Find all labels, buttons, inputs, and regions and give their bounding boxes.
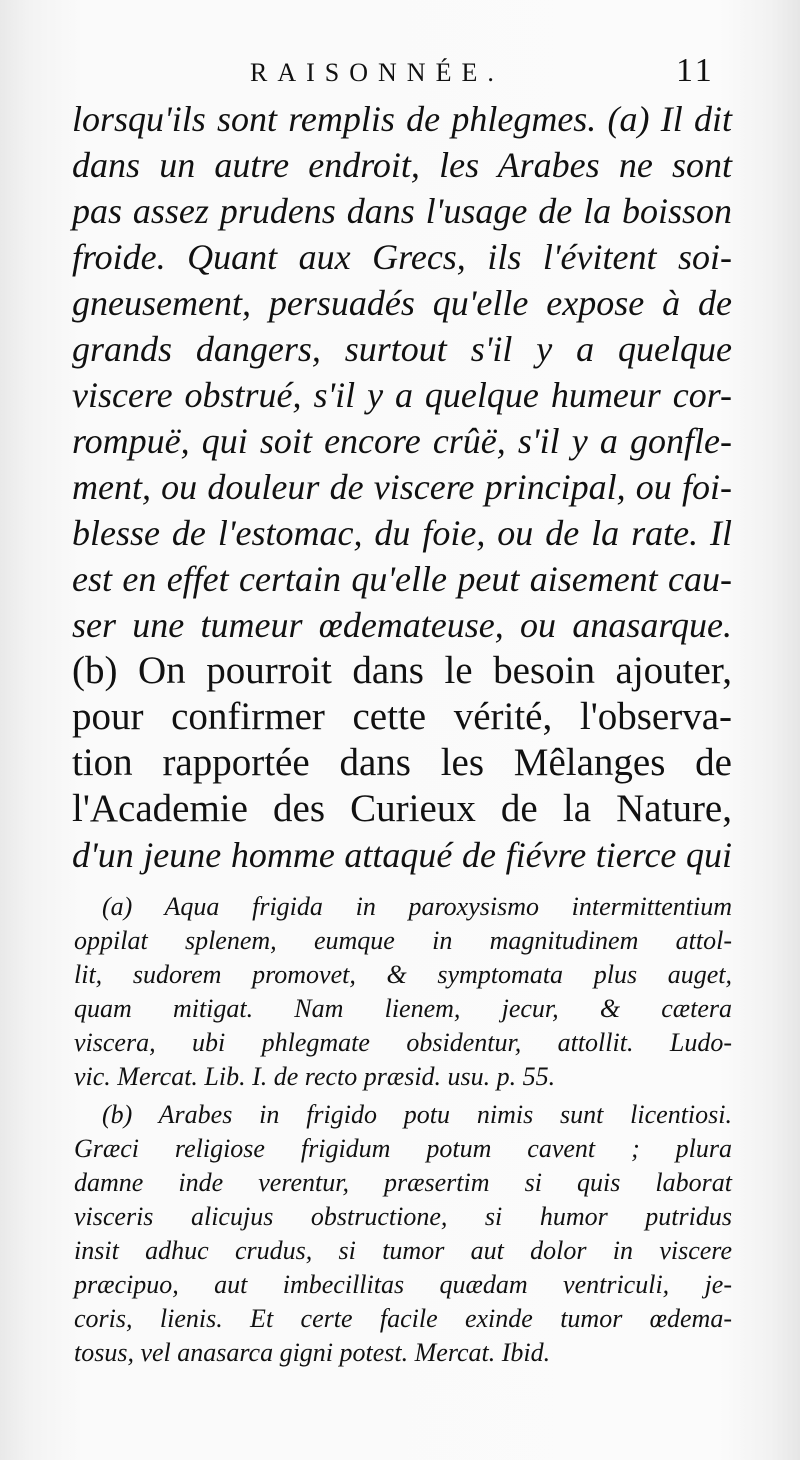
footnote-line: (a) Aqua frigida in paroxysismo intermittentium bbox=[102, 892, 732, 921]
footnote-line: vic. Mercat. Lib. I. de recto præsid. usu. p. 55. bbox=[74, 1062, 556, 1091]
main-text bbox=[72, 96, 732, 878]
footnote-line: viscera, ubi phlegmate obsidentur, attollit. Ludo- bbox=[74, 1028, 732, 1057]
footnote-line: visceris alicujus obstructione, si humor putridus bbox=[74, 1202, 732, 1231]
text-line: ment, ou douleur de viscere principal, ou foi- bbox=[72, 467, 732, 507]
footnote-a bbox=[74, 890, 732, 1094]
text-line: est en effet certain qu'elle peut aisement cau- bbox=[72, 559, 732, 599]
footnotes bbox=[74, 890, 732, 1370]
page-number: 11 bbox=[676, 52, 715, 89]
text-line: d'un jeune homme attaqué de fiévre tierce qui bbox=[72, 835, 732, 875]
footnote-line: præcipuo, aut imbecillitas quædam ventriculi, je- bbox=[74, 1270, 732, 1299]
footnote-line: (b) Arabes in frigido potu nimis sunt licentiosi. bbox=[102, 1100, 732, 1129]
footnote-line: lit, sudorem promovet, & symptomata plus auget, bbox=[74, 960, 732, 989]
text-line: froide. Quant aux Grecs, ils l'évitent soi- bbox=[72, 237, 732, 277]
text-line: blesse de l'estomac, du foie, ou de la rate. Il bbox=[72, 513, 732, 553]
text-line: gneusement, persuadés qu'elle expose à de bbox=[72, 283, 732, 323]
footnote-line: tosus, vel anasarca gigni potest. Mercat. Ibid. bbox=[74, 1338, 551, 1367]
running-head: RAISONNÉE. bbox=[250, 58, 504, 87]
text-line: dans un autre endroit, les Arabes ne sont bbox=[72, 145, 732, 185]
text-line: pas assez prudens dans l'usage de la boisson bbox=[72, 191, 732, 231]
footnote-b bbox=[74, 1098, 732, 1370]
footnote-line: coris, lienis. Et certe facile exinde tumor œdema- bbox=[74, 1304, 732, 1333]
footnote-line: quam mitigat. Nam lienem, jecur, & cætera bbox=[74, 994, 732, 1023]
footnote-line: damne inde verentur, præsertim si quis laborat bbox=[74, 1168, 732, 1197]
footnote-line: oppilat splenem, eumque in magnitudinem attol- bbox=[74, 926, 732, 955]
text-line: grands dangers, surtout s'il y a quelque bbox=[72, 329, 732, 369]
text-line: lorsqu'ils sont remplis de phlegmes. (a) Il dit bbox=[72, 99, 732, 139]
text-line: pour confirmer cette vérité, l'observa- bbox=[72, 695, 732, 738]
text-line: (b) On pourroit dans le besoin ajouter, bbox=[72, 649, 732, 692]
text-line: rompuë, qui soit encore crûë, s'il y a gonfle- bbox=[72, 421, 732, 461]
footnote-line: insit adhuc crudus, si tumor aut dolor in viscere bbox=[74, 1236, 732, 1265]
text-line: ser une tumeur œdemateuse, ou anasarque. bbox=[72, 605, 732, 645]
text-line: l'Academie des Curieux de la Nature, bbox=[72, 787, 732, 830]
footnote-line: Græci religiose frigidum potum cavent ; plura bbox=[74, 1134, 732, 1163]
text-line: tion rapportée dans les Mêlanges de bbox=[72, 741, 732, 784]
text-line: viscere obstrué, s'il y a quelque humeur cor- bbox=[72, 375, 732, 415]
page-header bbox=[0, 52, 800, 92]
